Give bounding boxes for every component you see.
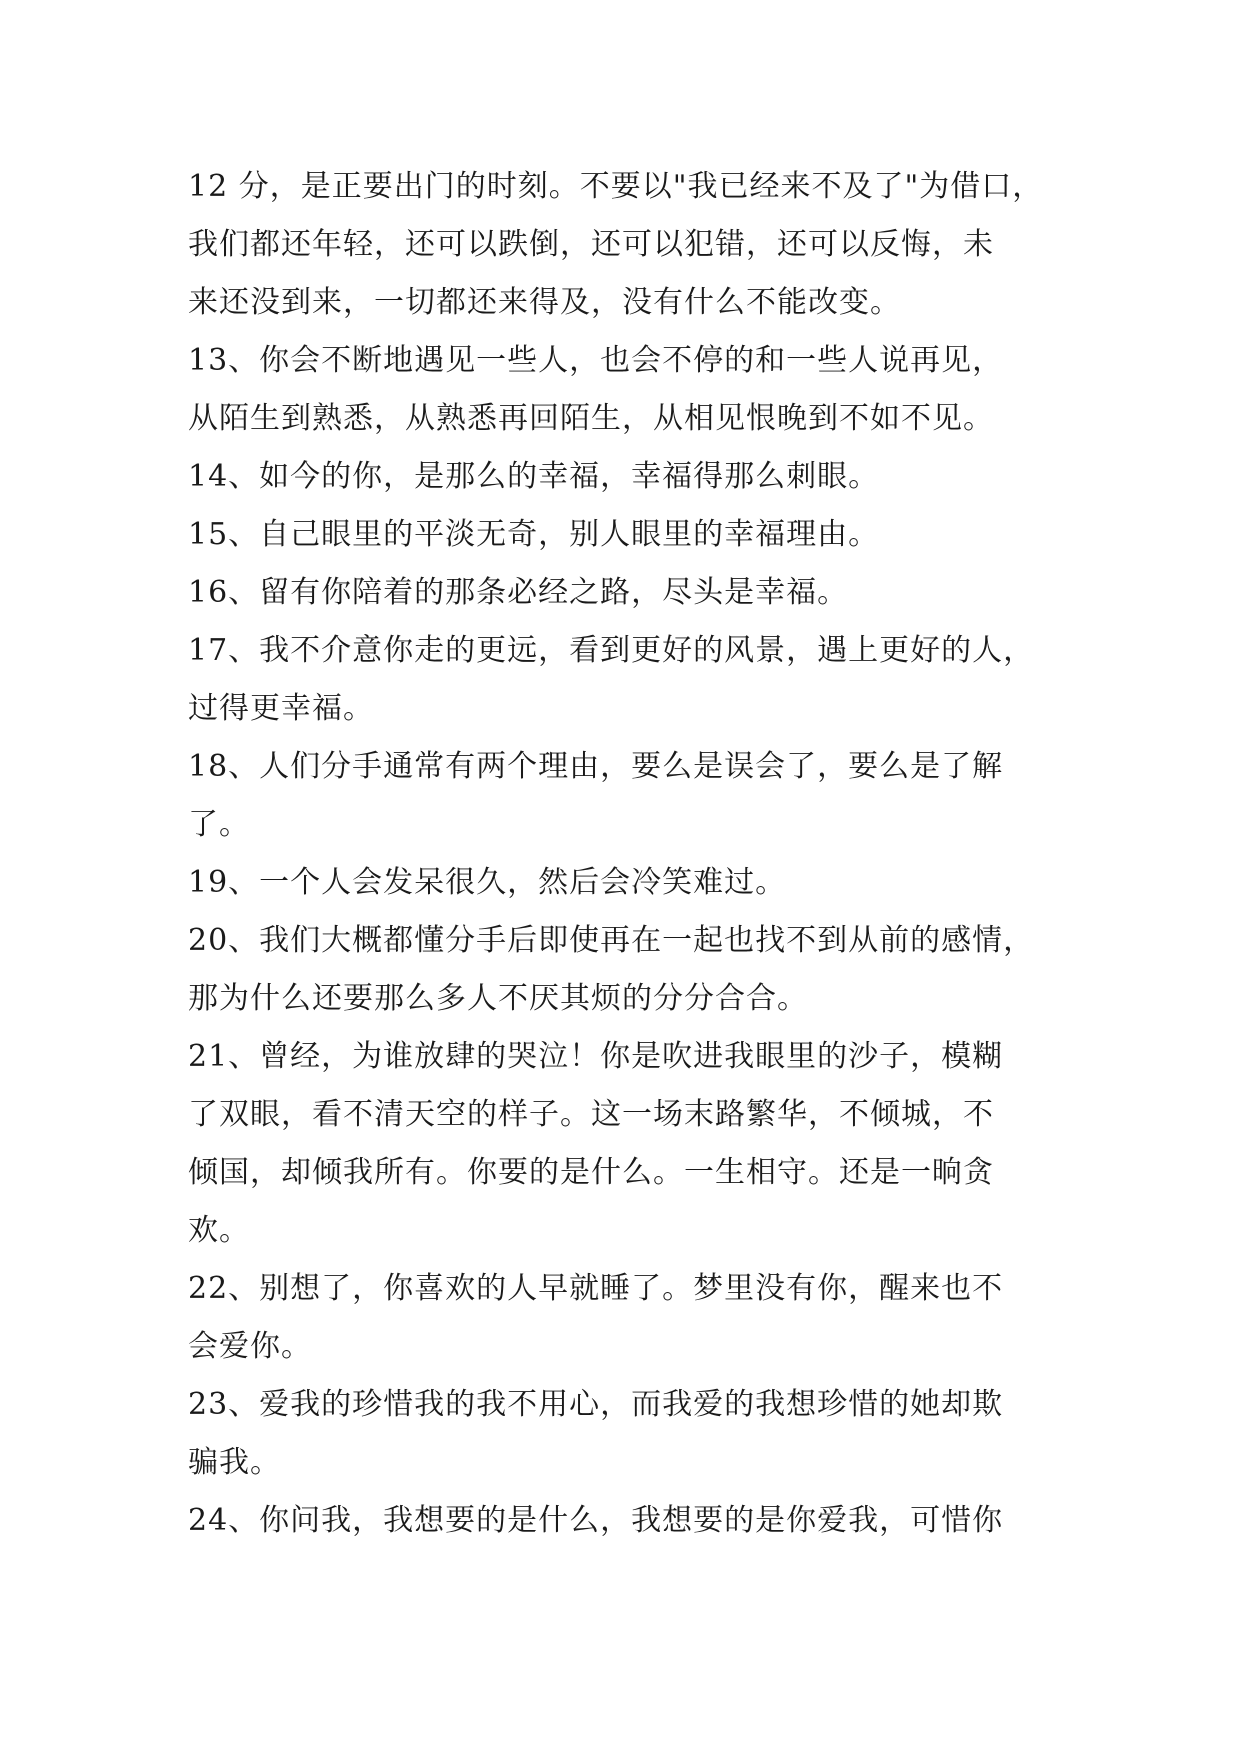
text-line: 19、一个人会发呆很久，然后会冷笑难过。 [188,865,787,900]
text-line: 21、曾经，为谁放肆的哭泣！你是吹进我眼里的沙子，模糊 [188,1039,1004,1074]
text-line: 从陌生到熟悉，从熟悉再回陌生，从相见恨晚到不如不见。 [188,401,994,436]
text-line: 了。 [188,807,250,842]
document-body [188,158,1068,1550]
text-line: 23、爱我的珍惜我的我不用心，而我爱的我想珍惜的她却欺 [188,1387,1004,1422]
text-line: 24、你问我，我想要的是什么，我想要的是你爱我，可惜你 [188,1503,1004,1538]
text-line: 倾国，却倾我所有。你要的是什么。一生相守。还是一晌贪 [188,1155,994,1190]
text-line: 了双眼，看不清天空的样子。这一场末路繁华，不倾城，不 [188,1097,994,1132]
text-line: 过得更幸福。 [188,691,374,726]
text-line: 我们都还年轻，还可以跌倒，还可以犯错，还可以反悔，未 [188,227,994,262]
text-line: 13、你会不断地遇见一些人，也会不停的和一些人说再见， [188,343,1004,378]
text-line: 会爱你。 [188,1329,312,1364]
text-line: 22、别想了，你喜欢的人早就睡了。梦里没有你，醒来也不 [188,1271,1004,1306]
text-line: 骗我。 [188,1445,281,1480]
text-line: 16、留有你陪着的那条必经之路，尽头是幸福。 [188,575,849,610]
text-line: 17、我不介意你走的更远，看到更好的风景，遇上更好的人， [188,633,1035,668]
text-line: 12 分，是正要出门的时刻。不要以"我已经来不及了"为借口， [188,169,1044,204]
text-line: 那为什么还要那么多人不厌其烦的分分合合。 [188,981,808,1016]
text-line: 18、人们分手通常有两个理由，要么是误会了，要么是了解 [188,749,1004,784]
text-line: 20、我们大概都懂分手后即使再在一起也找不到从前的感情， [188,923,1035,958]
text-line: 14、如今的你，是那么的幸福，幸福得那么刺眼。 [188,459,880,494]
text-line: 欢。 [188,1213,250,1248]
text-line: 15、自己眼里的平淡无奇，别人眼里的幸福理由。 [188,517,880,552]
text-line: 来还没到来，一切都还来得及，没有什么不能改变。 [188,285,901,320]
